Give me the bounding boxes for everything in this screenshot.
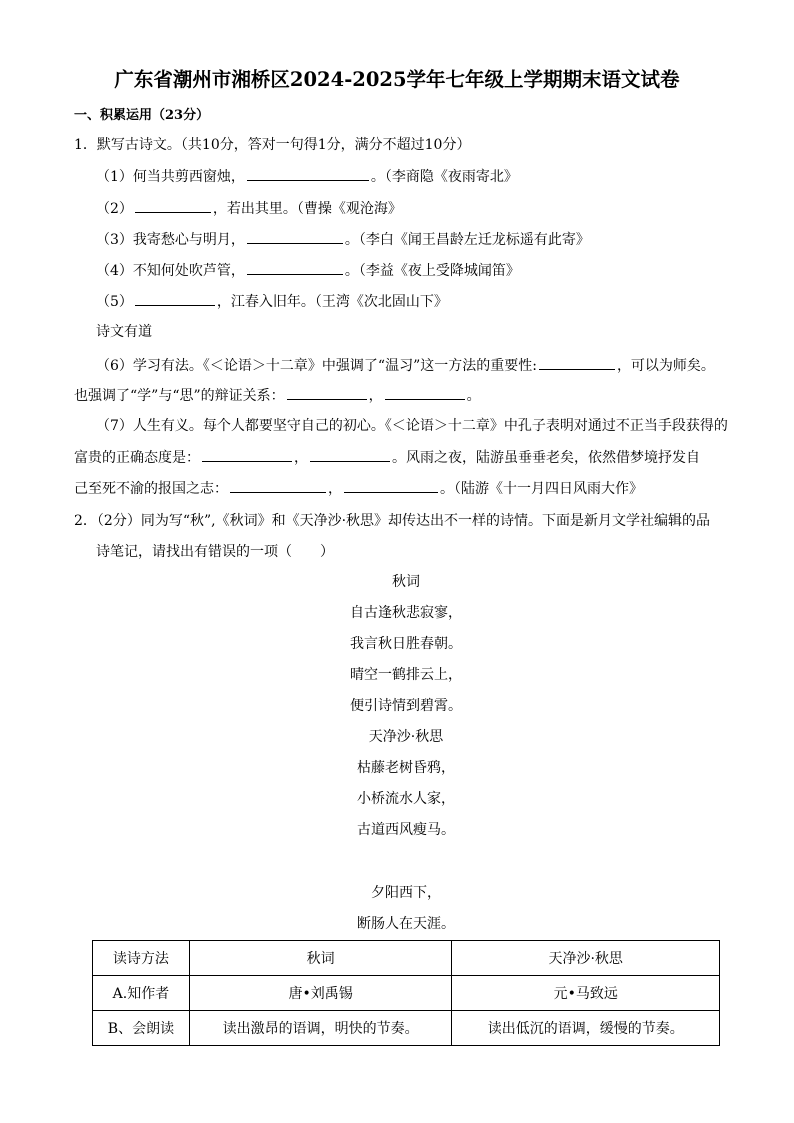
answer-blank[interactable] bbox=[344, 478, 438, 493]
q1-subheading: 诗文有道 bbox=[96, 324, 152, 340]
table-cell: 读出低沉的语调，缓慢的节奏。 bbox=[452, 1011, 720, 1046]
poem-1-title: 秋词 bbox=[392, 574, 420, 590]
q1-item-1-prefix: （1）何当共剪西窗烛， bbox=[96, 169, 245, 185]
q1-item-7-line-2 bbox=[74, 447, 700, 468]
q1-item-7-text-2b: 。风雨之夜，陆游虽垂垂老矣，依然借梦境抒发自 bbox=[392, 450, 700, 466]
q1-item-1-source: 。（李商隐《夜雨寄北》 bbox=[370, 169, 518, 185]
poem-1-line: 我言秋日胜春朝。 bbox=[350, 636, 462, 652]
poem-1-line: 晴空一鹤排云上， bbox=[350, 667, 462, 683]
comma: ， bbox=[328, 481, 342, 497]
poem-2-line: 枯藤老树昏鸦， bbox=[357, 760, 455, 776]
comma: ， bbox=[368, 388, 383, 404]
answer-blank[interactable] bbox=[539, 355, 615, 370]
q1-item-7-line-3 bbox=[74, 478, 643, 499]
q1-item-6-text-2: 也强调了“学”与“思”的辩证关系： bbox=[74, 388, 285, 404]
q1-item-6-line-1 bbox=[96, 355, 715, 376]
q1-item-5-source: ，江春入旧年。（王湾《次北固山下》 bbox=[216, 294, 448, 310]
answer-blank[interactable] bbox=[310, 447, 390, 462]
q1-item-6-tail: ，可以为师矣。 bbox=[616, 358, 715, 374]
q1-item-1 bbox=[96, 166, 518, 187]
table-header-row bbox=[93, 941, 720, 976]
table-cell: A.知作者 bbox=[93, 976, 190, 1011]
q1-item-2-prefix: （2） bbox=[96, 201, 133, 217]
table-header-cell: 天净沙·秋思 bbox=[452, 941, 720, 976]
q1-item-4-prefix: （4）不知何处吹芦管， bbox=[96, 263, 245, 279]
period: 。 bbox=[466, 388, 481, 404]
poem-2-line: 小桥流水人家， bbox=[357, 791, 455, 807]
q1-item-3-source: 。（李白《闻王昌龄左迁龙标遥有此寄》 bbox=[344, 232, 590, 248]
section-heading: 一、积累运用（23分） bbox=[74, 108, 210, 123]
q1-item-6-line-2 bbox=[74, 385, 481, 406]
exam-title: 广东省潮州市湘桥区2024-2025学年七年级上学期期末语文试卷 bbox=[114, 68, 680, 91]
poem-1-line: 自古逢秋悲寂寥， bbox=[350, 605, 462, 621]
poem-1-line: 便引诗情到碧霄。 bbox=[350, 698, 462, 714]
q1-item-3-prefix: （3）我寄愁心与明月， bbox=[96, 232, 245, 248]
table-cell: B、会朗读 bbox=[93, 1011, 190, 1046]
q1-item-7-line-1: （7）人生有义。每个人都要坚守自己的初心。《＜论语＞十二章》中孔子表明对通过不正当手段获得的 bbox=[96, 418, 728, 434]
q1-item-7-text-3: 己至死不渝的报国之志： bbox=[74, 481, 228, 497]
q1-item-2 bbox=[96, 198, 402, 219]
q1-item-5 bbox=[96, 291, 448, 312]
answer-blank[interactable] bbox=[287, 385, 367, 400]
q1-item-5-prefix: （5） bbox=[96, 294, 133, 310]
answer-blank[interactable] bbox=[385, 385, 465, 400]
table-row bbox=[93, 976, 720, 1011]
poem-2-line: 古道西风瘦马。 bbox=[357, 822, 455, 838]
comma: ， bbox=[294, 450, 308, 466]
answer-blank[interactable] bbox=[247, 260, 343, 275]
table-row bbox=[93, 1011, 720, 1046]
q1-item-4-source: 。（李益《夜上受降城闻笛》 bbox=[344, 263, 520, 279]
table-header-cell: 读诗方法 bbox=[93, 941, 190, 976]
answer-blank[interactable] bbox=[230, 478, 326, 493]
answer-blank[interactable] bbox=[135, 291, 215, 306]
q1-item-7-text-2: 富贵的正确态度是： bbox=[74, 450, 200, 466]
table-header-cell: 秋词 bbox=[189, 941, 452, 976]
q1-item-3 bbox=[96, 229, 590, 250]
answer-blank[interactable] bbox=[202, 447, 292, 462]
poetry-notes-table bbox=[92, 940, 720, 1046]
question-2-stem-line-2: 诗笔记，请找出有错误的一项（ ） bbox=[96, 544, 334, 560]
poem-2-line: 断肠人在天涯。 bbox=[357, 916, 455, 932]
question-1-stem: 1．默写古诗文。（共10分，答对一句得1分，满分不超过10分） bbox=[74, 137, 471, 153]
answer-blank[interactable] bbox=[135, 198, 211, 213]
q1-item-6-text: （6）学习有法。《＜论语＞十二章》中强调了“温习”这一方法的重要性: bbox=[96, 358, 537, 374]
table-cell: 唐•刘禹锡 bbox=[189, 976, 452, 1011]
poem-2-line: 夕阳西下， bbox=[371, 885, 441, 901]
answer-blank[interactable] bbox=[247, 166, 369, 181]
q1-item-7-source: 。（陆游《十一月四日风雨大作》 bbox=[440, 481, 643, 497]
poem-2-title: 天净沙·秋思 bbox=[368, 729, 444, 745]
table-cell: 读出激昂的语调，明快的节奏。 bbox=[189, 1011, 452, 1046]
question-2-stem-line-1: 2．（2分）同为写“秋”,《秋词》和《天净沙·秋思》却传达出不一样的诗情。下面是新月文学社编辑的品 bbox=[74, 513, 711, 529]
table-cell: 元•马致远 bbox=[452, 976, 720, 1011]
answer-blank[interactable] bbox=[247, 229, 343, 244]
q1-item-4 bbox=[96, 260, 520, 281]
q1-item-2-source: ，若出其里。（曹操《观沧海》 bbox=[212, 201, 402, 217]
